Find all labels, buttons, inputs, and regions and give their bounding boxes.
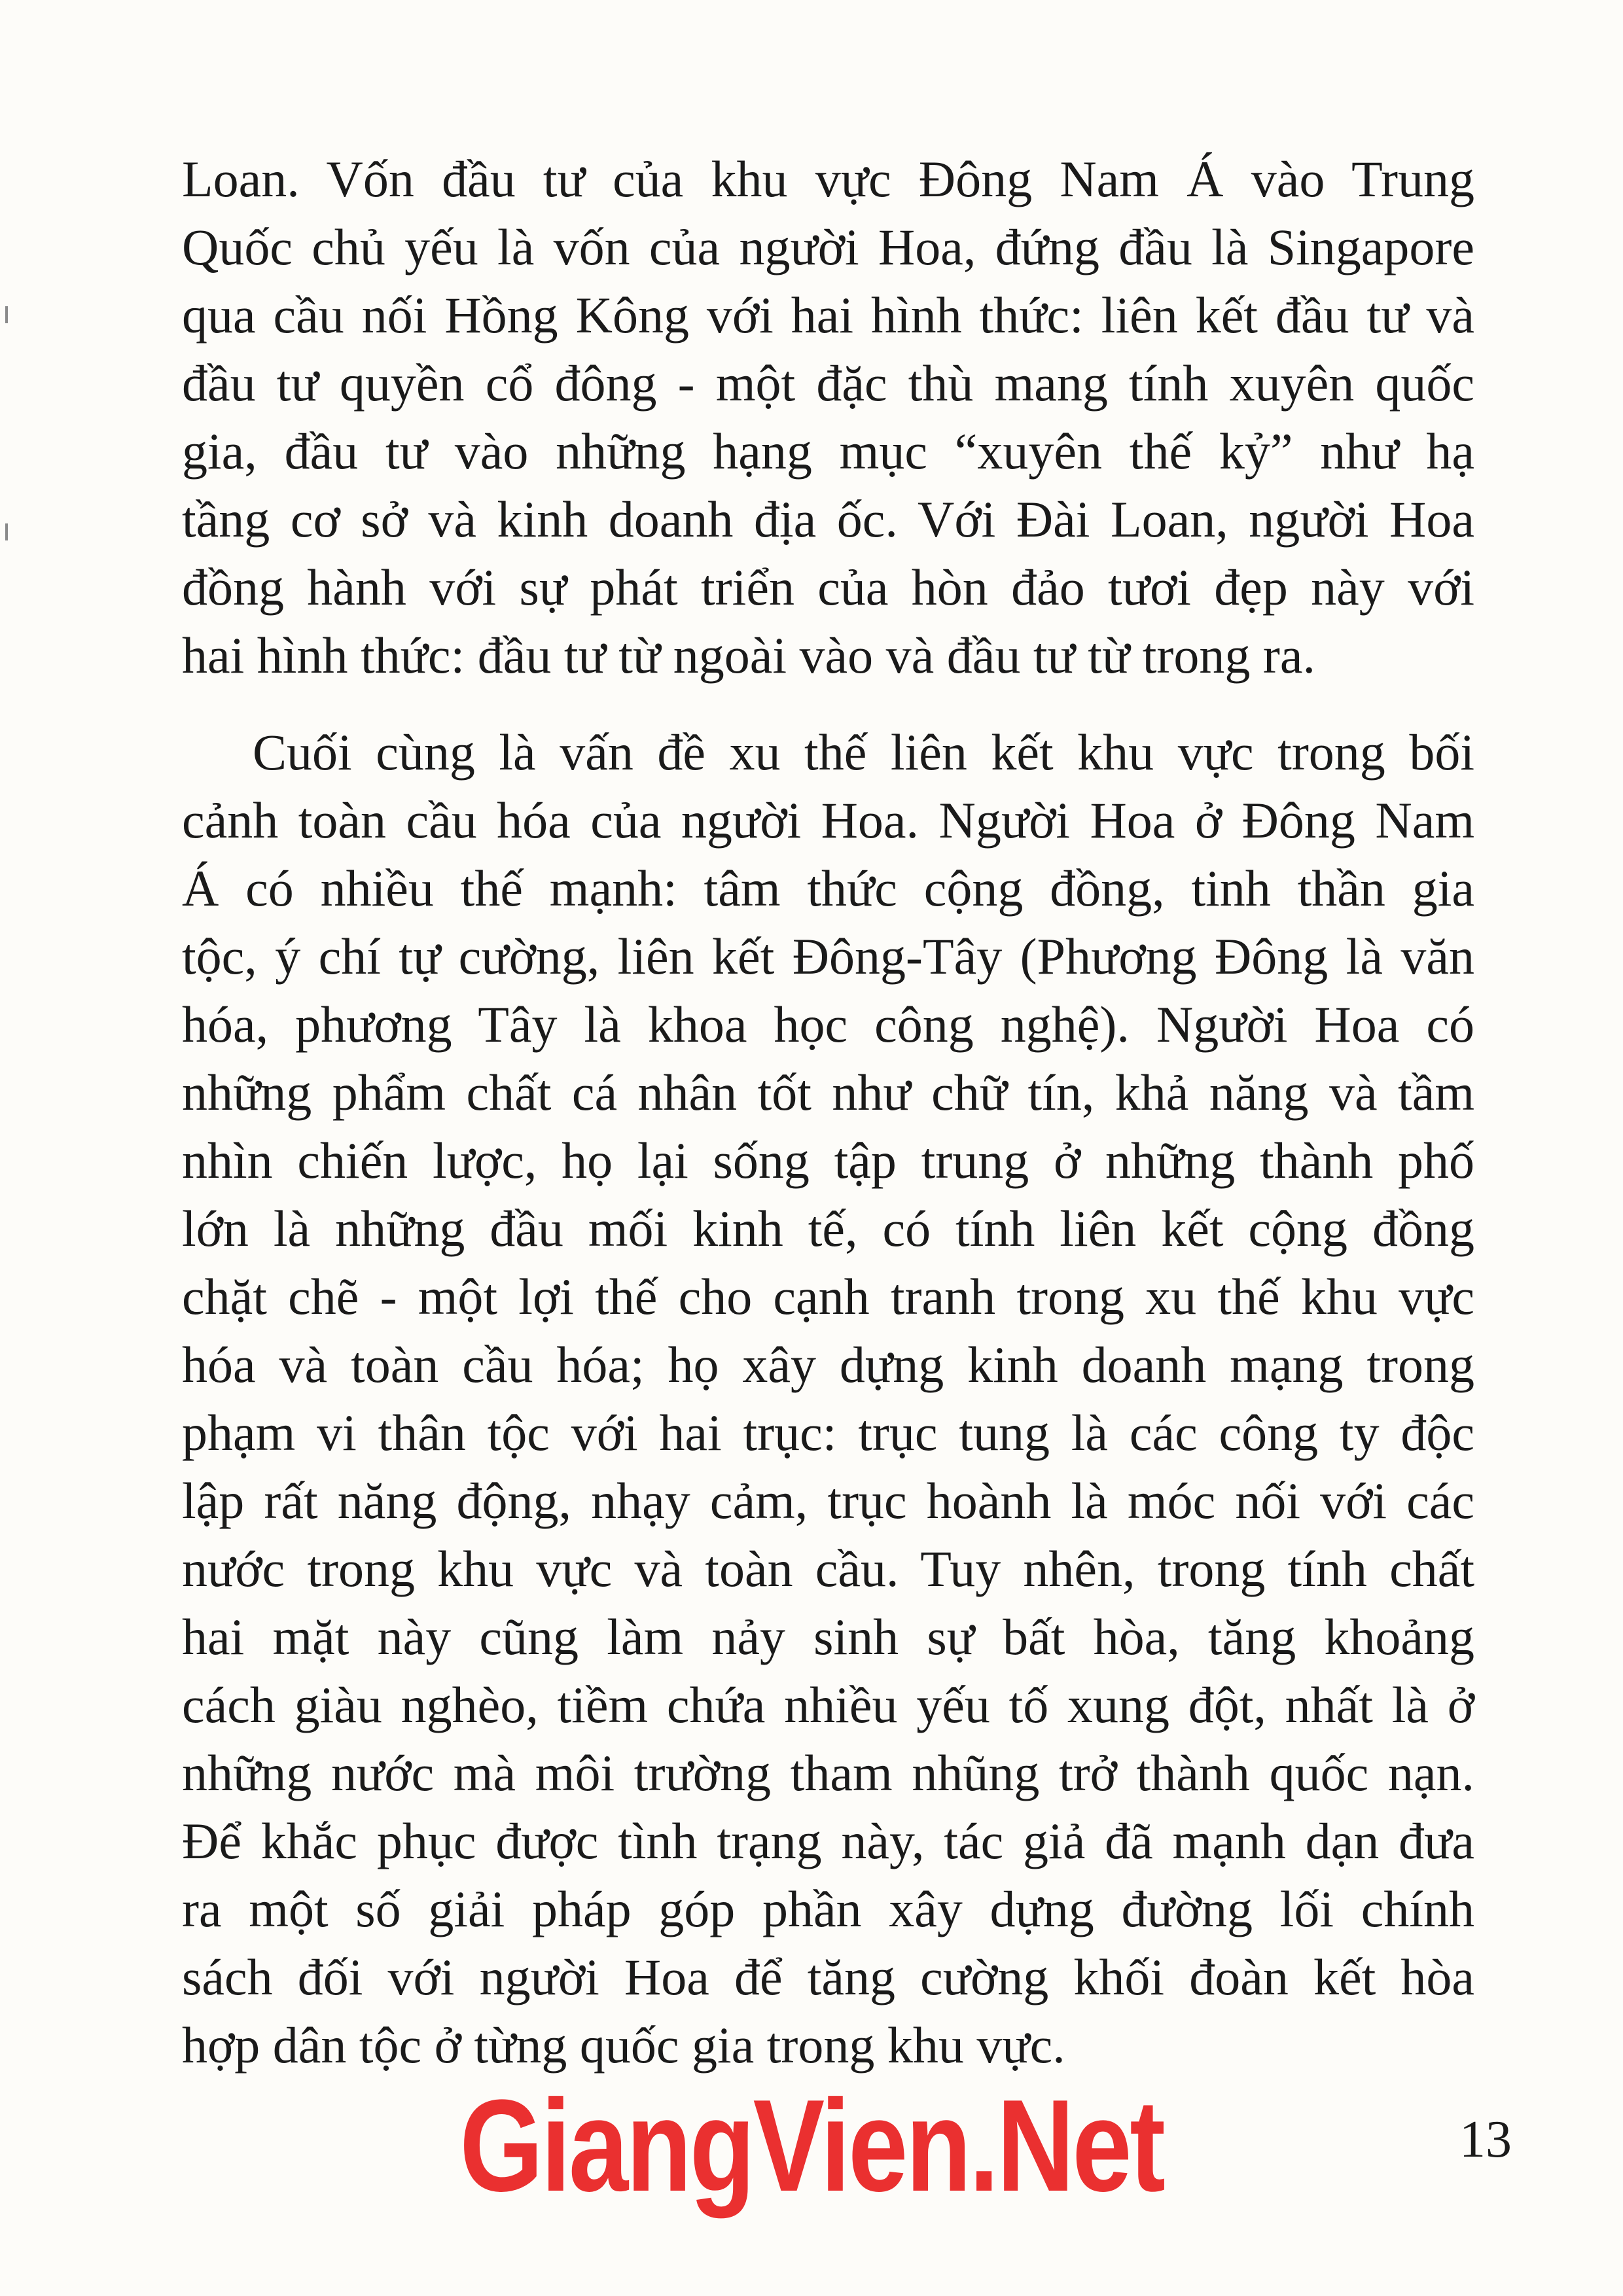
- watermark-logo: GiangVien.Net: [459, 2073, 1164, 2219]
- text-line: Cuối cùng là vấn đề xu thế liên kết khu vực trong bối: [253, 724, 1474, 781]
- text-line: Quốc chủ yếu là vốn của người Hoa, đứng đầu là Singapore: [182, 219, 1474, 275]
- text-line: cách giàu nghèo, tiềm chứa nhiều yếu tố xung đột, nhất là ở: [182, 1676, 1474, 1733]
- paragraph-2: [182, 718, 1474, 2079]
- text-line: cảnh toàn cầu hóa của người Hoa. Người Hoa ở Đông Nam: [182, 792, 1474, 849]
- text-line: phạm vi thân tộc với hai trục: trục tung là các công ty độc: [182, 1404, 1474, 1461]
- text-line: đầu tư quyền cổ đông - một đặc thù mang tính xuyên quốc: [182, 355, 1474, 412]
- text-line: tộc, ý chí tự cường, liên kết Đông-Tây (Phương Đông là văn: [182, 928, 1474, 985]
- text-line: hai hình thức: đầu tư từ ngoài vào và đầu tư từ trong ra.: [182, 627, 1315, 684]
- text-line: chặt chẽ - một lợi thế cho cạnh tranh trong xu thế khu vực: [182, 1268, 1474, 1325]
- text-line: Để khắc phục được tình trạng này, tác giả đã mạnh dạn đưa: [182, 1812, 1474, 1869]
- text-line: lập rất năng động, nhạy cảm, trục hoành là móc nối với các: [182, 1472, 1474, 1529]
- text-line: những nước mà môi trường tham nhũng trở thành quốc nạn.: [182, 1744, 1474, 1801]
- text-line: hóa và toàn cầu hóa; họ xây dựng kinh doanh mạng trong: [182, 1336, 1474, 1393]
- text-line: Á có nhiều thế mạnh: tâm thức cộng đồng, tinh thần gia: [182, 860, 1474, 917]
- text-line: đồng hành với sự phát triển của hòn đảo tươi đẹp này với: [182, 559, 1474, 616]
- text-line: ra một số giải pháp góp phần xây dựng đường lối chính: [182, 1881, 1474, 1937]
- paragraph-1: [182, 145, 1474, 690]
- body-text: [182, 145, 1474, 2079]
- text-line: nước trong khu vực và toàn cầu. Tuy nhên, trong tính chất: [182, 1540, 1474, 1597]
- text-line: những phẩm chất cá nhân tốt như chữ tín, khả năng và tầm: [182, 1064, 1474, 1121]
- text-line: qua cầu nối Hồng Kông với hai hình thức: liên kết đầu tư và: [182, 287, 1474, 344]
- text-line: hợp dân tộc ở từng quốc gia trong khu vực.: [182, 2017, 1065, 2074]
- text-line: gia, đầu tư vào những hạng mục “xuyên thế kỷ” như hạ: [182, 423, 1474, 480]
- text-line: lớn là những đầu mối kinh tế, có tính liên kết cộng đồng: [182, 1200, 1474, 1257]
- page-number: 13: [1459, 2111, 1512, 2168]
- scan-margin-mark: [5, 523, 8, 540]
- text-line: hóa, phương Tây là khoa học công nghệ). Người Hoa có: [182, 996, 1474, 1053]
- scan-margin-mark: [5, 306, 8, 323]
- text-line: sách đối với người Hoa để tăng cường khối đoàn kết hòa: [182, 1949, 1474, 2005]
- text-line: tầng cơ sở và kinh doanh địa ốc. Với Đài Loan, người Hoa: [182, 491, 1474, 548]
- text-line: nhìn chiến lược, họ lại sống tập trung ở những thành phố: [182, 1132, 1474, 1189]
- text-line: hai mặt này cũng làm nảy sinh sự bất hòa, tăng khoảng: [182, 1608, 1474, 1665]
- text-line: Loan. Vốn đầu tư của khu vực Đông Nam Á vào Trung: [182, 150, 1474, 207]
